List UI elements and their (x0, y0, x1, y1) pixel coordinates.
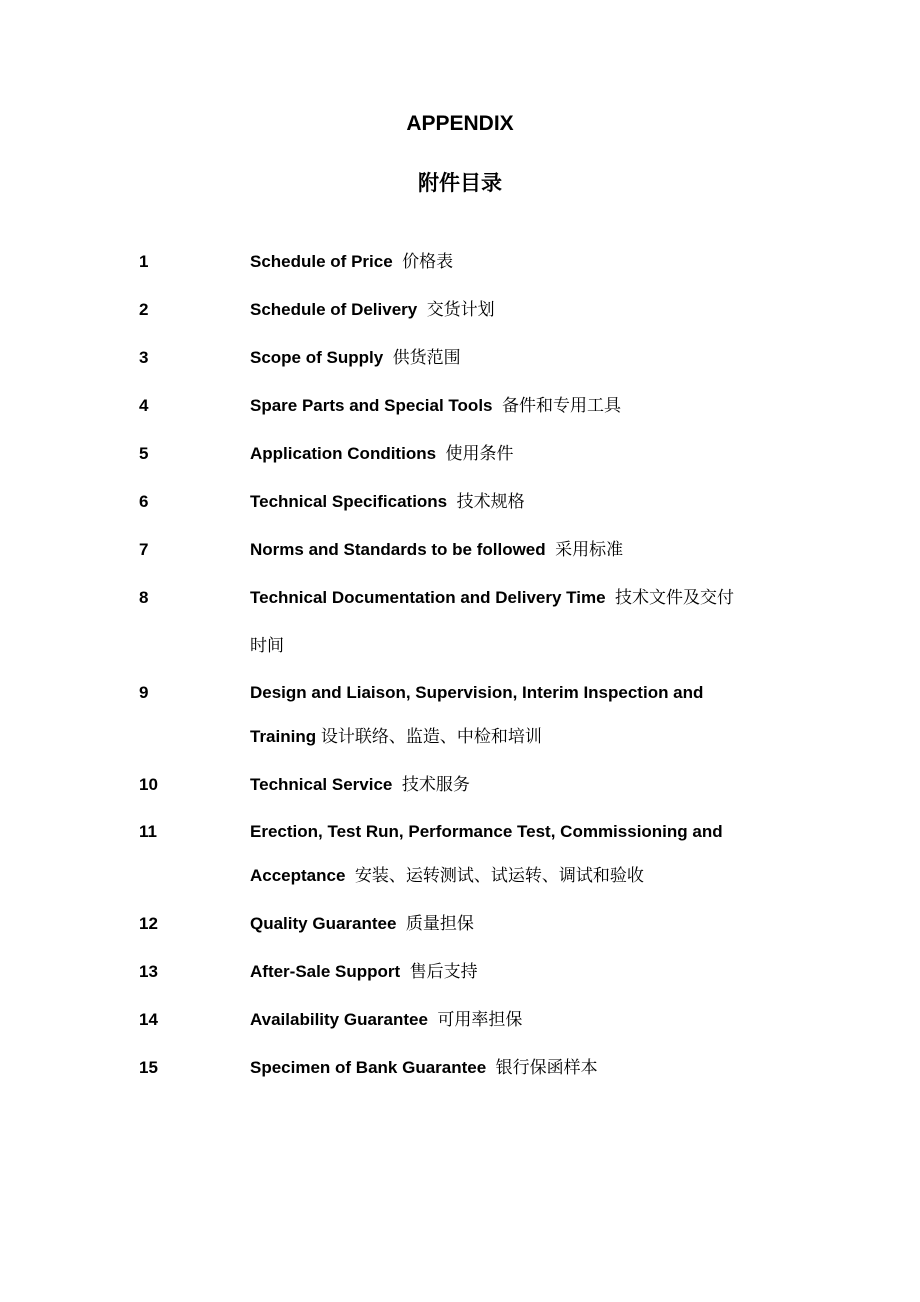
item-number: 2 (139, 300, 149, 319)
item-title-cn: 可用率担保 (437, 1010, 523, 1030)
item-title-cn: 使用条件 (445, 444, 514, 464)
item-title-cn: 售后支持 (409, 962, 478, 982)
item-title-cn: 供货范围 (392, 348, 461, 368)
item-text-continued (250, 866, 644, 886)
item-title-cn: 备件和专用工具 (501, 396, 621, 416)
item-text (250, 492, 810, 512)
item-number: 4 (139, 396, 149, 415)
item-text (250, 588, 810, 608)
item-number: 14 (139, 1010, 158, 1029)
item-title-cn: 价格表 (402, 252, 454, 272)
item-title-en: Spare Parts and Special Tools (250, 396, 493, 415)
item-text-continued (250, 727, 542, 747)
item-title-en-continued: Training (250, 727, 317, 746)
item-number: 3 (139, 348, 149, 367)
item-number: 6 (139, 492, 149, 511)
item-number: 13 (139, 962, 158, 981)
item-number: 12 (139, 914, 158, 933)
item-number: 10 (139, 775, 158, 794)
item-text (250, 683, 810, 703)
item-title-cn: 技术规格 (456, 492, 525, 512)
item-text (250, 540, 810, 560)
item-title-en: Technical Service (250, 775, 393, 794)
item-text (250, 962, 810, 982)
item-text (250, 775, 810, 795)
item-text (250, 1058, 810, 1078)
item-title-cn: 技术服务 (401, 775, 470, 795)
item-title-cn: 技术文件及交付 (614, 588, 734, 608)
item-title-en: Schedule of Delivery (250, 300, 418, 319)
item-title-en: Application Conditions (250, 444, 437, 463)
item-text (250, 396, 810, 416)
item-text (250, 444, 810, 464)
item-title-en: Quality Guarantee (250, 914, 397, 933)
item-title-en: Availability Guarantee (250, 1010, 428, 1029)
item-number: 11 (139, 822, 157, 841)
item-text (250, 252, 810, 272)
item-number: 5 (139, 444, 149, 463)
item-text (250, 914, 810, 934)
item-title-cn: 质量担保 (405, 914, 474, 934)
item-number: 9 (139, 683, 149, 702)
item-title-cn: 设计联络、监造、中检和培训 (320, 727, 542, 747)
page-title: APPENDIX (406, 112, 514, 135)
item-title-cn: 交货计划 (426, 300, 495, 320)
item-title-en: Norms and Standards to be followed (250, 540, 546, 559)
item-number: 15 (139, 1058, 158, 1077)
item-title-en: Specimen of Bank Guarantee (250, 1058, 487, 1077)
item-text (250, 822, 810, 842)
item-number: 7 (139, 540, 149, 559)
item-title-en: Technical Specifications (250, 492, 448, 511)
item-title-en: Design and Liaison, Supervision, Interim Inspection and (250, 683, 704, 702)
item-number: 1 (139, 252, 149, 271)
item-title-en: Scope of Supply (250, 348, 384, 367)
item-text (250, 300, 810, 320)
item-title-en-continued: Acceptance (250, 866, 346, 885)
page-subtitle: 附件目录 (418, 171, 502, 195)
item-title-en: Erection, Test Run, Performance Test, Commissioning and (250, 822, 723, 841)
item-text-continued (250, 636, 284, 656)
item-title-en: Schedule of Price (250, 252, 393, 271)
item-number: 8 (139, 588, 149, 607)
item-title-cn: 银行保函样本 (495, 1058, 598, 1078)
item-title-cn: 采用标准 (555, 540, 624, 560)
item-title-cn-continued: 时间 (250, 636, 284, 656)
item-text (250, 1010, 810, 1030)
item-title-en: Technical Documentation and Delivery Time (250, 588, 606, 607)
item-title-cn: 安装、运转测试、试运转、调试和验收 (354, 866, 644, 886)
item-text (250, 348, 810, 368)
item-title-en: After-Sale Support (250, 962, 401, 981)
